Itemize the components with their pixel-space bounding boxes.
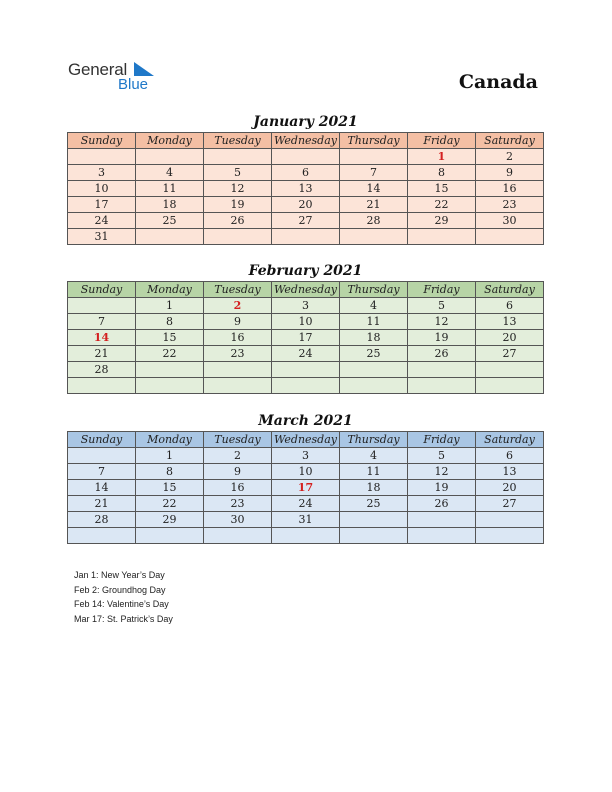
month-title: March 2021 [258, 413, 353, 429]
day-cell: 2 [204, 298, 272, 314]
day-cell: 17 [272, 330, 340, 346]
weekday-header: Saturday [476, 282, 544, 298]
weekday-header: Friday [408, 282, 476, 298]
weekday-header: Tuesday [204, 432, 272, 448]
day-cell [136, 149, 204, 165]
weekday-header-row [68, 133, 544, 149]
day-cell: 22 [136, 346, 204, 362]
calendar-grid [67, 281, 544, 394]
day-cell: 7 [68, 314, 136, 330]
day-cell: 22 [408, 197, 476, 213]
weekday-header: Monday [136, 282, 204, 298]
day-cell [272, 378, 340, 394]
day-cell: 15 [136, 330, 204, 346]
day-cell: 18 [136, 197, 204, 213]
day-cell [68, 448, 136, 464]
week-row [68, 480, 544, 496]
day-cell [340, 378, 408, 394]
country-title: Canada [458, 71, 538, 93]
day-cell: 24 [272, 496, 340, 512]
day-cell: 12 [408, 464, 476, 480]
week-row [68, 346, 544, 362]
day-cell: 16 [204, 480, 272, 496]
weekday-header: Sunday [68, 432, 136, 448]
week-row [68, 298, 544, 314]
month-march [67, 411, 544, 544]
weekday-header: Monday [136, 432, 204, 448]
day-cell: 14 [68, 480, 136, 496]
day-cell [136, 528, 204, 544]
holiday-note: Mar 17: St. Patrick’s Day [74, 613, 173, 624]
day-cell [476, 229, 544, 245]
day-cell [272, 528, 340, 544]
day-cell: 9 [476, 165, 544, 181]
week-row [68, 512, 544, 528]
day-cell: 19 [408, 480, 476, 496]
logo-blue-text: Blue [118, 76, 149, 93]
day-cell [68, 298, 136, 314]
day-cell: 14 [68, 330, 136, 346]
day-cell: 12 [204, 181, 272, 197]
day-cell: 28 [340, 213, 408, 229]
day-cell: 6 [476, 448, 544, 464]
day-cell: 28 [68, 362, 136, 378]
day-cell [340, 229, 408, 245]
weekday-header: Thursday [340, 432, 408, 448]
day-cell [476, 528, 544, 544]
day-cell: 8 [136, 314, 204, 330]
day-cell: 5 [408, 448, 476, 464]
day-cell: 26 [408, 496, 476, 512]
holiday-note: Jan 1: New Year’s Day [74, 570, 165, 580]
day-cell: 12 [408, 314, 476, 330]
holiday-note: Feb 14: Valentine’s Day [74, 599, 169, 609]
day-cell: 8 [136, 464, 204, 480]
day-cell: 14 [340, 181, 408, 197]
week-row [68, 362, 544, 378]
day-cell: 13 [476, 464, 544, 480]
weekday-header: Wednesday [272, 282, 340, 298]
day-cell [204, 362, 272, 378]
day-cell: 10 [272, 314, 340, 330]
day-cell: 1 [408, 149, 476, 165]
week-row [68, 181, 544, 197]
day-cell [68, 528, 136, 544]
day-cell: 9 [204, 314, 272, 330]
day-cell: 21 [68, 496, 136, 512]
day-cell: 2 [204, 448, 272, 464]
day-cell [136, 362, 204, 378]
day-cell: 30 [204, 512, 272, 528]
day-cell [476, 512, 544, 528]
week-row [68, 165, 544, 181]
day-cell [408, 229, 476, 245]
day-cell [204, 378, 272, 394]
day-cell: 7 [68, 464, 136, 480]
weekday-header-row [68, 432, 544, 448]
day-cell [204, 149, 272, 165]
day-cell: 24 [68, 213, 136, 229]
month-title: January 2021 [253, 114, 358, 130]
day-cell [204, 528, 272, 544]
day-cell: 15 [136, 480, 204, 496]
day-cell: 27 [272, 213, 340, 229]
day-cell [340, 362, 408, 378]
day-cell: 20 [476, 480, 544, 496]
day-cell: 29 [408, 213, 476, 229]
day-cell: 23 [476, 197, 544, 213]
week-row [68, 149, 544, 165]
weekday-header: Thursday [340, 282, 408, 298]
month-january [67, 112, 544, 245]
day-cell [340, 528, 408, 544]
day-cell: 3 [272, 448, 340, 464]
day-cell: 31 [68, 229, 136, 245]
day-cell: 24 [272, 346, 340, 362]
day-cell: 17 [68, 197, 136, 213]
weekday-header: Saturday [476, 133, 544, 149]
day-cell: 23 [204, 346, 272, 362]
day-cell: 28 [68, 512, 136, 528]
week-row [68, 197, 544, 213]
generalblue-logo [68, 60, 168, 96]
day-cell: 1 [136, 298, 204, 314]
day-cell [136, 229, 204, 245]
day-cell: 10 [272, 464, 340, 480]
week-row [68, 314, 544, 330]
day-cell: 25 [340, 496, 408, 512]
weekday-header: Thursday [340, 133, 408, 149]
day-cell [476, 362, 544, 378]
logo-triangle-icon [134, 62, 154, 76]
holiday-notes [74, 568, 173, 626]
week-row [68, 528, 544, 544]
day-cell: 11 [340, 464, 408, 480]
weekday-header: Saturday [476, 432, 544, 448]
day-cell: 5 [204, 165, 272, 181]
week-row [68, 464, 544, 480]
day-cell: 18 [340, 330, 408, 346]
day-cell: 6 [476, 298, 544, 314]
day-cell: 17 [272, 480, 340, 496]
weekday-header: Wednesday [272, 432, 340, 448]
day-cell: 9 [204, 464, 272, 480]
day-cell: 13 [272, 181, 340, 197]
calendar-grid [67, 132, 544, 245]
holiday-note: Feb 2: Groundhog Day [74, 584, 166, 595]
day-cell [272, 362, 340, 378]
day-cell: 30 [476, 213, 544, 229]
weekday-header-row [68, 282, 544, 298]
weekday-header: Sunday [68, 133, 136, 149]
day-cell [340, 149, 408, 165]
day-cell: 6 [272, 165, 340, 181]
day-cell [272, 149, 340, 165]
day-cell: 25 [136, 213, 204, 229]
day-cell: 13 [476, 314, 544, 330]
day-cell: 11 [136, 181, 204, 197]
day-cell: 31 [272, 512, 340, 528]
week-row [68, 213, 544, 229]
day-cell [272, 229, 340, 245]
day-cell [204, 229, 272, 245]
day-cell [408, 378, 476, 394]
day-cell: 5 [408, 298, 476, 314]
logo-general-text: General [68, 60, 128, 79]
day-cell: 18 [340, 480, 408, 496]
weekday-header: Friday [408, 432, 476, 448]
day-cell: 2 [476, 149, 544, 165]
day-cell: 1 [136, 448, 204, 464]
weekday-header: Friday [408, 133, 476, 149]
day-cell: 27 [476, 346, 544, 362]
day-cell: 22 [136, 496, 204, 512]
day-cell: 26 [408, 346, 476, 362]
day-cell: 10 [68, 181, 136, 197]
day-cell: 19 [408, 330, 476, 346]
weekday-header: Wednesday [272, 133, 340, 149]
day-cell: 4 [340, 448, 408, 464]
day-cell [408, 528, 476, 544]
weekday-header: Tuesday [204, 133, 272, 149]
day-cell: 21 [340, 197, 408, 213]
weekday-header: Sunday [68, 282, 136, 298]
month-february [67, 261, 544, 394]
week-row [68, 378, 544, 394]
week-row [68, 448, 544, 464]
week-row [68, 229, 544, 245]
day-cell [408, 362, 476, 378]
day-cell [476, 378, 544, 394]
calendar-grid [67, 431, 544, 544]
weekday-header: Tuesday [204, 282, 272, 298]
day-cell: 16 [204, 330, 272, 346]
day-cell: 27 [476, 496, 544, 512]
week-row [68, 496, 544, 512]
day-cell: 3 [68, 165, 136, 181]
weekday-header: Monday [136, 133, 204, 149]
month-title: February 2021 [248, 263, 363, 279]
day-cell: 29 [136, 512, 204, 528]
day-cell: 4 [136, 165, 204, 181]
day-cell: 26 [204, 213, 272, 229]
day-cell: 4 [340, 298, 408, 314]
day-cell: 3 [272, 298, 340, 314]
day-cell: 7 [340, 165, 408, 181]
day-cell: 8 [408, 165, 476, 181]
day-cell: 23 [204, 496, 272, 512]
day-cell: 20 [272, 197, 340, 213]
day-cell: 25 [340, 346, 408, 362]
day-cell [68, 378, 136, 394]
week-row [68, 330, 544, 346]
day-cell: 11 [340, 314, 408, 330]
day-cell [68, 149, 136, 165]
day-cell [136, 378, 204, 394]
day-cell: 15 [408, 181, 476, 197]
day-cell [408, 512, 476, 528]
day-cell: 20 [476, 330, 544, 346]
day-cell: 21 [68, 346, 136, 362]
day-cell [340, 512, 408, 528]
day-cell: 19 [204, 197, 272, 213]
day-cell: 16 [476, 181, 544, 197]
